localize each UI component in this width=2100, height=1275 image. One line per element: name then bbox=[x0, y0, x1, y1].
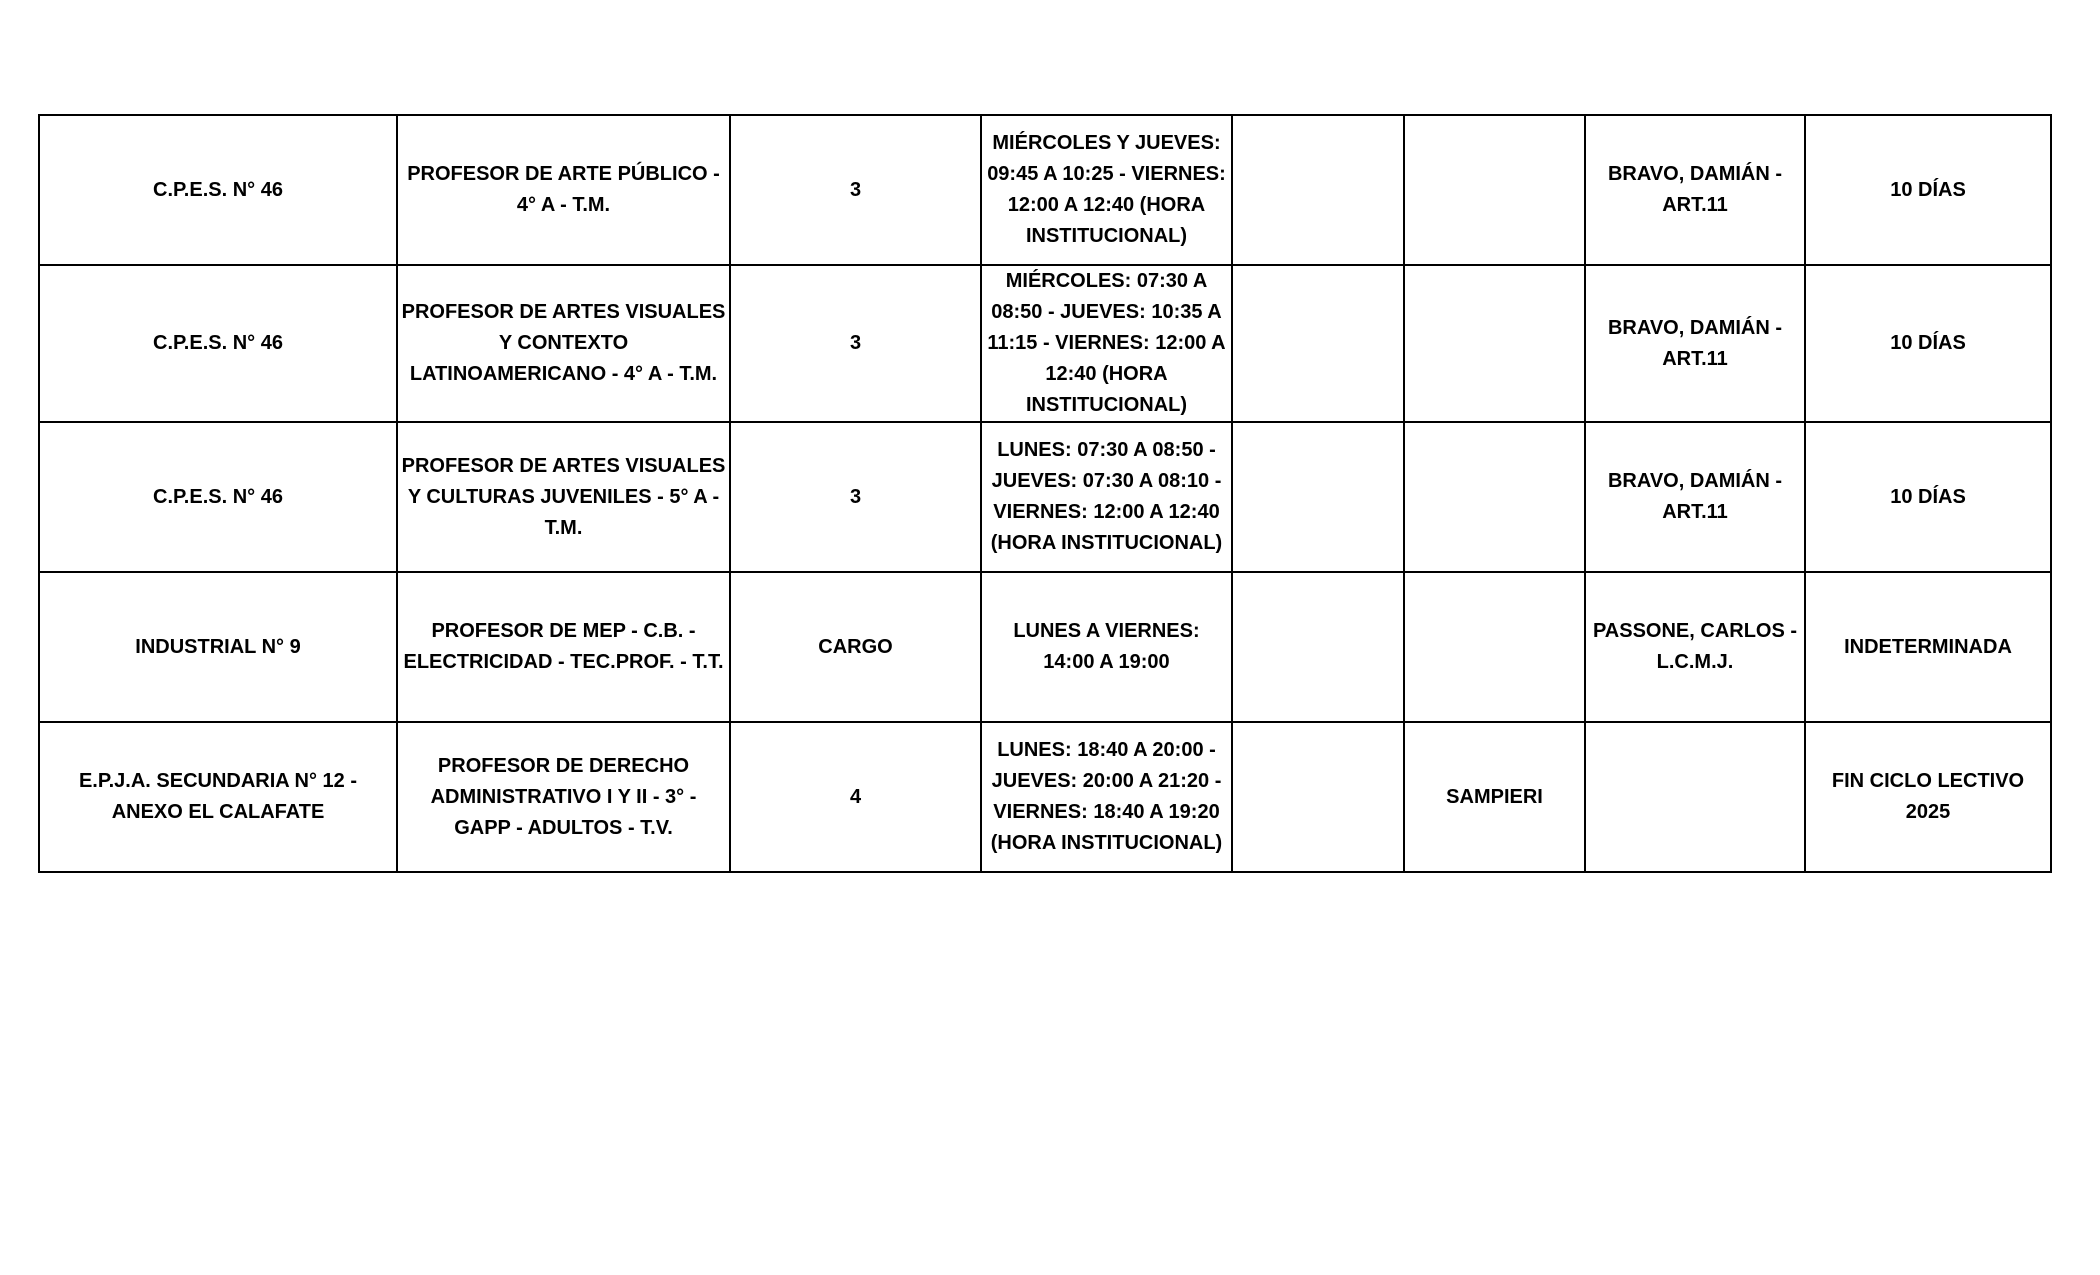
institution-cell: C.P.E.S. N° 46 bbox=[39, 265, 397, 422]
institution-cell: E.P.J.A. SECUNDARIA N° 12 - ANEXO EL CALAFATE bbox=[39, 722, 397, 872]
table-row bbox=[39, 572, 2051, 722]
hours-cell: 3 bbox=[730, 422, 981, 572]
duration-cell: 10 DÍAS bbox=[1805, 422, 2051, 572]
empty-cell bbox=[1404, 422, 1585, 572]
empty-cell bbox=[1232, 265, 1404, 422]
position-cell: PROFESOR DE ARTES VISUALES Y CONTEXTO LATINOAMERICANO - 4° A - T.M. bbox=[397, 265, 730, 422]
duration-cell: FIN CICLO LECTIVO 2025 bbox=[1805, 722, 2051, 872]
schedule-cell: LUNES A VIERNES: 14:00 A 19:00 bbox=[981, 572, 1232, 722]
hours-cell: CARGO bbox=[730, 572, 981, 722]
schedule-cell: LUNES: 18:40 A 20:00 - JUEVES: 20:00 A 21:20 - VIERNES: 18:40 A 19:20 (HORA INSTITUCIONAL) bbox=[981, 722, 1232, 872]
schedule-cell: MIÉRCOLES Y JUEVES: 09:45 A 10:25 - VIERNES: 12:00 A 12:40 (HORA INSTITUCIONAL) bbox=[981, 115, 1232, 265]
institution-cell: C.P.E.S. N° 46 bbox=[39, 115, 397, 265]
empty-cell bbox=[1232, 115, 1404, 265]
table-row bbox=[39, 265, 2051, 422]
vacancies-table bbox=[38, 114, 2052, 873]
empty-cell bbox=[1404, 115, 1585, 265]
hours-cell: 4 bbox=[730, 722, 981, 872]
position-cell: PROFESOR DE MEP - C.B. - ELECTRICIDAD - TEC.PROF. - T.T. bbox=[397, 572, 730, 722]
teacher-cell: PASSONE, CARLOS - L.C.M.J. bbox=[1585, 572, 1805, 722]
empty-cell bbox=[1404, 572, 1585, 722]
institution-cell: INDUSTRIAL N° 9 bbox=[39, 572, 397, 722]
position-cell: PROFESOR DE ARTES VISUALES Y CULTURAS JUVENILES - 5° A - T.M. bbox=[397, 422, 730, 572]
table-row bbox=[39, 422, 2051, 572]
institution-cell: C.P.E.S. N° 46 bbox=[39, 422, 397, 572]
empty-cell bbox=[1404, 265, 1585, 422]
duration-cell: 10 DÍAS bbox=[1805, 265, 2051, 422]
empty-cell bbox=[1232, 722, 1404, 872]
teacher-cell: BRAVO, DAMIÁN - ART.11 bbox=[1585, 115, 1805, 265]
teacher-cell bbox=[1585, 722, 1805, 872]
teacher-cell: BRAVO, DAMIÁN - ART.11 bbox=[1585, 422, 1805, 572]
table-row bbox=[39, 115, 2051, 265]
schedule-cell: LUNES: 07:30 A 08:50 - JUEVES: 07:30 A 08:10 - VIERNES: 12:00 A 12:40 (HORA INSTITUCIONAL) bbox=[981, 422, 1232, 572]
position-cell: PROFESOR DE DERECHO ADMINISTRATIVO I Y II - 3° - GAPP - ADULTOS - T.V. bbox=[397, 722, 730, 872]
empty-cell bbox=[1232, 422, 1404, 572]
substitute-cell: SAMPIERI bbox=[1404, 722, 1585, 872]
hours-cell: 3 bbox=[730, 115, 981, 265]
position-cell: PROFESOR DE ARTE PÚBLICO - 4° A - T.M. bbox=[397, 115, 730, 265]
duration-cell: INDETERMINADA bbox=[1805, 572, 2051, 722]
empty-cell bbox=[1232, 572, 1404, 722]
teacher-cell: BRAVO, DAMIÁN - ART.11 bbox=[1585, 265, 1805, 422]
duration-cell: 10 DÍAS bbox=[1805, 115, 2051, 265]
table-row bbox=[39, 722, 2051, 872]
schedule-cell: MIÉRCOLES: 07:30 A 08:50 - JUEVES: 10:35 A 11:15 - VIERNES: 12:00 A 12:40 (HORA INSTITUCIONAL) bbox=[981, 265, 1232, 422]
hours-cell: 3 bbox=[730, 265, 981, 422]
